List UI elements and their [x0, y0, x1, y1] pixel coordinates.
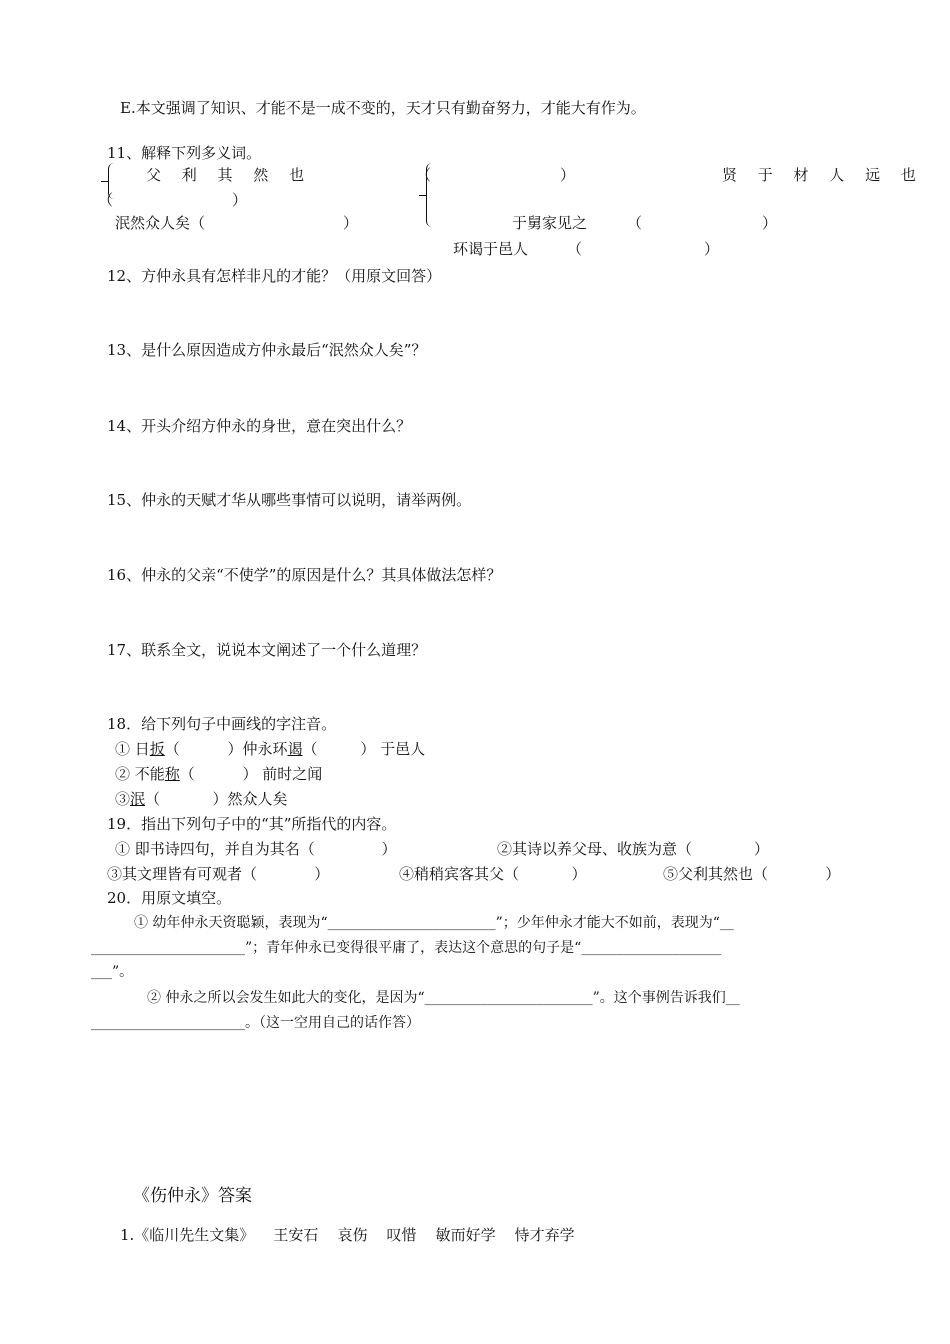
q14: 14、开头介绍方仲永的身世，意在突出什么？ [107, 417, 412, 435]
q20-line3: ___”。 [91, 964, 134, 980]
q12: 12、方仲永具有怎样非凡的才能？（用原文回答） [107, 267, 442, 285]
q11-paren-close: ） [560, 166, 576, 184]
q11-row2-paren-close: ） [232, 191, 248, 209]
q11-row3-paren-close: ） [343, 214, 359, 232]
q11-row4-paren-close: ） [704, 240, 720, 258]
q13: 13、是什么原因造成方仲永最后“泯然众人矣”？ [107, 341, 427, 359]
q19-item2: ②其诗以养父母、收族为意（ ） [497, 840, 769, 858]
q20-line2: ______________________”；青年仲永已变得很平庸了，表达这个意思的句子是“____________________ [91, 940, 722, 956]
q18-item2: ② 不能称（ ） 前时之闻 [115, 765, 323, 783]
q11-row4-paren-open: （ [567, 240, 583, 258]
q11-word2-example1: 贤 于 材 人 远 也 [722, 166, 924, 184]
q20-stem: 20．用原文填空。 [107, 889, 232, 907]
q11-word2-example3: 环谒于邑人 [453, 240, 529, 258]
q20-line5: ______________________。（这一空用自己的话作答） [91, 1015, 420, 1031]
q19-item5: ⑤父利其然也（ ） [663, 865, 841, 883]
q19-item1: ① 即书诗四句，并自为其名（ ） [115, 840, 397, 858]
q17: 17、联系全文，说说本文阐述了一个什么道理？ [107, 641, 427, 659]
q18-stem: 18．给下列句子中画线的字注音。 [107, 715, 337, 733]
q11-row2-paren-open: （ [98, 191, 114, 209]
q19-stem: 19．指出下列句子中的“其”所指代的内容。 [107, 815, 397, 833]
q19-item3: ③其文理皆有可观者（ ） [107, 865, 330, 883]
q11-word2-example2: 于舅家见之 [512, 214, 588, 232]
q11-word1-example1: 父 利 其 然 也 [146, 166, 313, 184]
q11-word1-example2: 泯然众人矣（ [115, 214, 206, 232]
q11-row3-paren-open: （ [627, 214, 643, 232]
q15: 15、仲永的天赋才华从哪些事情可以说明，请举两例。 [107, 491, 472, 509]
q18-item1: ① 日扳（ ）仲永环谒（ ） 于邑人 [115, 740, 426, 758]
q10-option-e: E.本文强调了知识、才能不是一成不变的，天才只有勤奋努力，才能大有作为。 [120, 99, 646, 117]
q20-line1: ① 幼年仲永天资聪颖，表现为“________________________”；少年仲永才能大不如前，表现为“__ [134, 915, 734, 931]
q11-paren-open: （ [416, 166, 432, 184]
answers-title: 《伤仲永》答案 [133, 1186, 252, 1206]
q11-right-brace [426, 163, 434, 227]
q11-stem: 11、解释下列多义词。 [107, 144, 262, 162]
q16: 16、仲永的父亲“不使学”的原因是什么？其具体做法怎样？ [107, 566, 502, 584]
q11-row3-paren-close-b: ） [762, 214, 778, 232]
q20-line4: ② 仲永之所以会发生如此大的变化，是因为“________________________”。这个事例告诉我们__ [147, 990, 740, 1006]
q18-item3: ③泯（ ）然众人矣 [115, 790, 288, 808]
q19-item4: ④稍稍宾客其父（ ） [399, 865, 587, 883]
answer-1: 1.《临川先生文集》 王安石 哀伤 叹惜 敏而好学 恃才弃学 [120, 1226, 575, 1244]
